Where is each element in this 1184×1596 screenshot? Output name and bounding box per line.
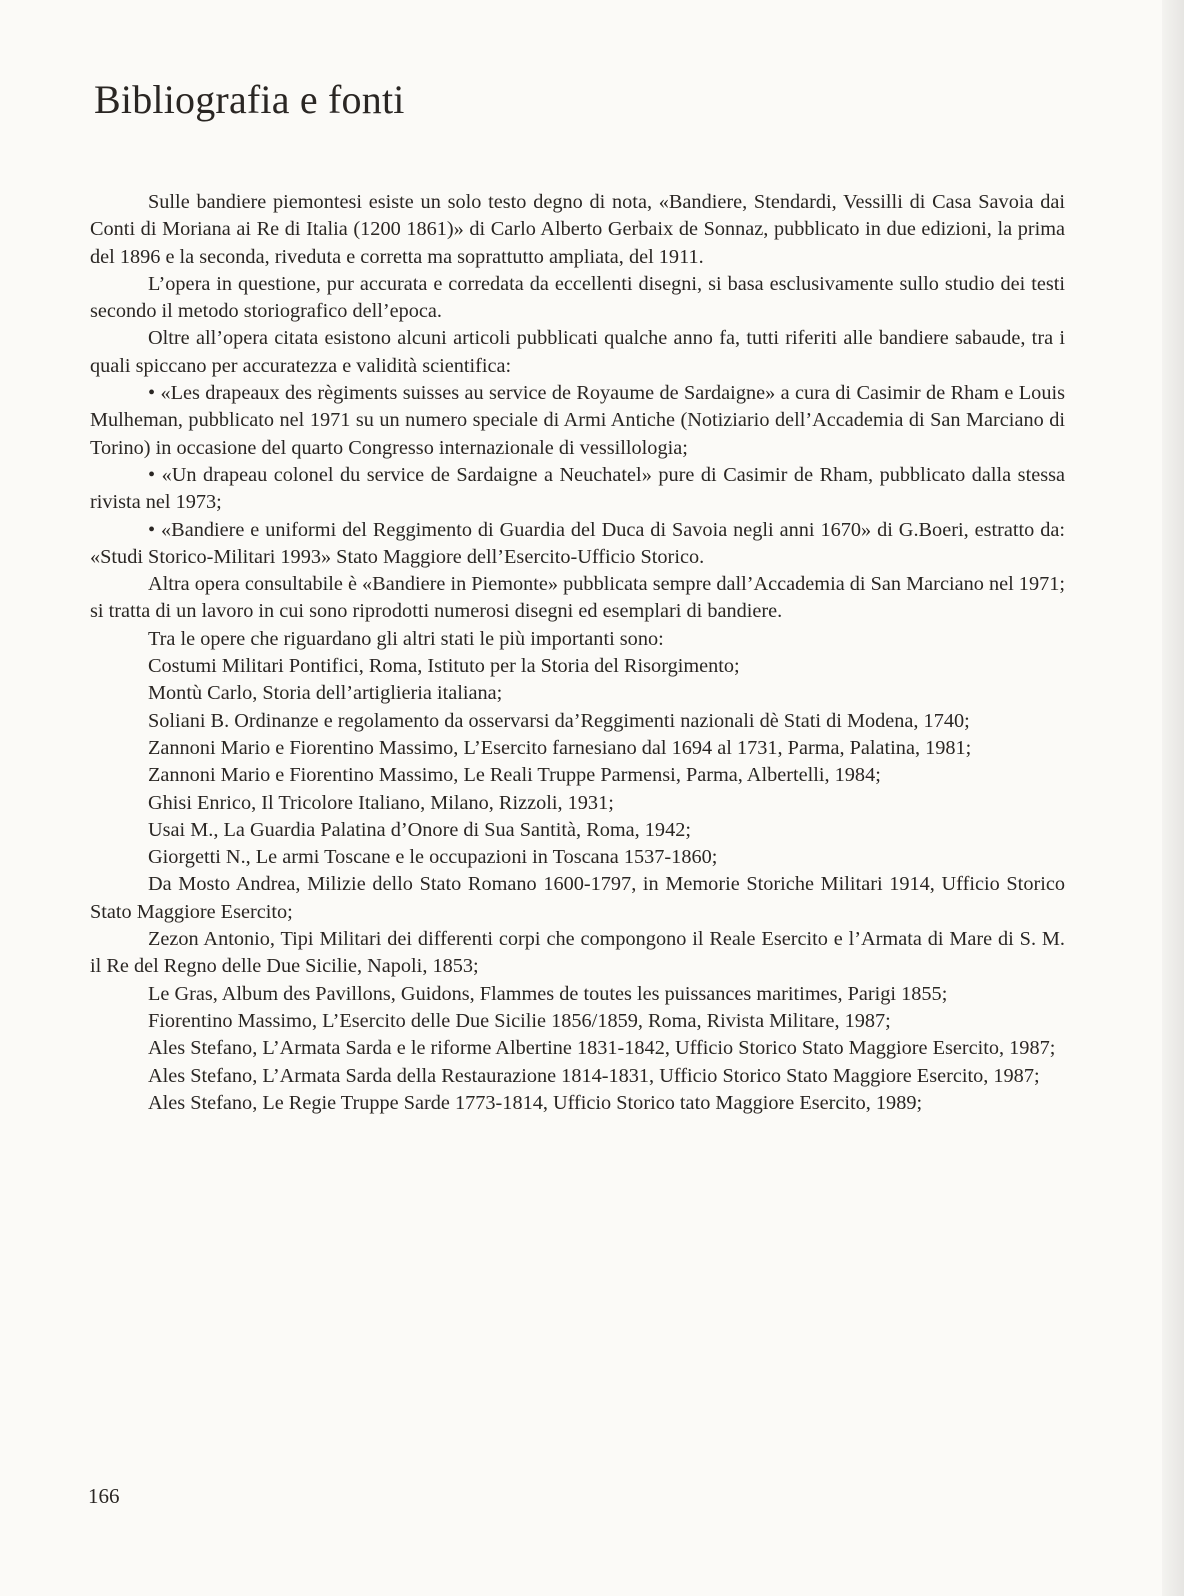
bullet-item: • «Bandiere e uniformi del Reggimento di Guardia del Duca di Savoia negli anni 1670» di G.Boeri, estratto da: «Studi Storico-Militari 1993» Stato Maggiore dell’Esercito-Ufficio Storico. (90, 518, 1065, 568)
bibliography-entry: Zannoni Mario e Fiorentino Massimo, L’Esercito farnesiano dal 1694 al 1731, Parma, Palatina, 1981; (148, 736, 972, 759)
bibliography-entry: Fiorentino Massimo, L’Esercito delle Due Sicilie 1856/1859, Roma, Rivista Militare, 1987; (148, 1009, 891, 1032)
bibliography-entry: Giorgetti N., Le armi Toscane e le occupazioni in Toscana 1537-1860; (148, 846, 718, 869)
bibliography-entry: Usai M., La Guardia Palatina d’Onore di Sua Santità, Roma, 1942; (148, 818, 691, 841)
paragraph-opera: L’opera in questione, pur accurata e corredata da eccellenti disegni, si basa esclusivamente sullo studio dei testi secondo il metodo storiografico dell’epoca. (90, 272, 1065, 323)
bibliography-entry: Costumi Militari Pontifici, Roma, Istituto per la Storia del Risorgimento; (148, 655, 740, 678)
bibliography-entry: Zezon Antonio, Tipi Militari dei differenti corpi che compongono il Reale Esercito e l’Armata di Mare di S. M. il Re del Regno delle Due Sicilie, Napoli, 1853; (90, 928, 1065, 978)
paragraph-altri-stati: Tra le opere che riguardano gli altri stati le più importanti sono: (148, 627, 664, 650)
bibliography-entry: Ales Stefano, Le Regie Truppe Sarde 1773-1814, Ufficio Storico tato Maggiore Esercito, 1989; (148, 1091, 923, 1114)
bibliography-entry: Le Gras, Album des Pavillons, Guidons, Flammes de toutes les puissances maritimes, Parigi 1855; (148, 982, 948, 1005)
page-title: Bibliografia e fonti (94, 77, 405, 122)
paragraph-articoli: Oltre all’opera citata esistono alcuni articoli pubblicati qualche anno fa, tutti riferiti alle bandiere sabaude, tra i quali spiccano per accuratezza e validità scientifica: (90, 327, 1065, 377)
bibliography-entry: Ghisi Enrico, Il Tricolore Italiano, Milano, Rizzoli, 1931; (148, 791, 614, 814)
bibliography-entry: Da Mosto Andrea, Milizie dello Stato Romano 1600-1797, in Memorie Storiche Militari 1914, Ufficio Storico Stato Maggiore Esercito; (90, 873, 1065, 923)
paragraph-intro: Sulle bandiere piemontesi esiste un solo testo degno di nota, «Bandiere, Stendardi, Vessilli di Casa Savoia dai Conti di Moriana ai Re di Italia (1200 1861)» di Carlo Alberto Gerbaix de Sonnaz, pubblicato in due edizioni, la prima del 1896 e la seconda, riveduta e corretta ma soprattutto ampliata, del 1911. (90, 191, 1065, 268)
bullet-item: • «Les drapeaux des règiments suisses au service de Royaume de Sardaigne» a cura di Casimir de Rham e Louis Mulheman, pubblicato nel 1971 su un numero speciale di Armi Antiche (Notiziario dell’Accademia di San Marciano di Torino) in occasione del quarto Congresso internazionale di vessillologia; (90, 382, 1065, 459)
bullet-item: • «Un drapeau colonel du service de Sardaigne a Neuchatel» pure di Casimir de Rham, pubblicato dalla stessa rivista nel 1973; (90, 463, 1065, 514)
bibliography-entry: Montù Carlo, Storia dell’artiglieria italiana; (148, 682, 503, 705)
bibliography-entry: Soliani B. Ordinanze e regolamento da osservarsi da’Reggimenti nazionali dè Stati di Modena, 1740; (148, 709, 970, 732)
bibliography-entry: Ales Stefano, L’Armata Sarda della Restaurazione 1814-1831, Ufficio Storico Stato Maggiore Esercito, 1987; (148, 1064, 1040, 1087)
body-text (90, 189, 1065, 1117)
paragraph-altra-opera: Altra opera consultabile è «Bandiere in Piemonte» pubblicata sempre dall’Accademia di San Marciano nel 1971; si tratta di un lavoro in cui sono riprodotti numerosi disegni ed esemplari di bandiere. (90, 573, 1065, 623)
bibliography-entry: Zannoni Mario e Fiorentino Massimo, Le Reali Truppe Parmensi, Parma, Albertelli, 1984; (148, 764, 881, 787)
bibliography-entry: Ales Stefano, L’Armata Sarda e le riforme Albertine 1831-1842, Ufficio Storico Stato Maggiore Esercito, 1987; (148, 1037, 1056, 1060)
page-edge (1162, 0, 1184, 1596)
page-number: 166 (88, 1484, 120, 1508)
